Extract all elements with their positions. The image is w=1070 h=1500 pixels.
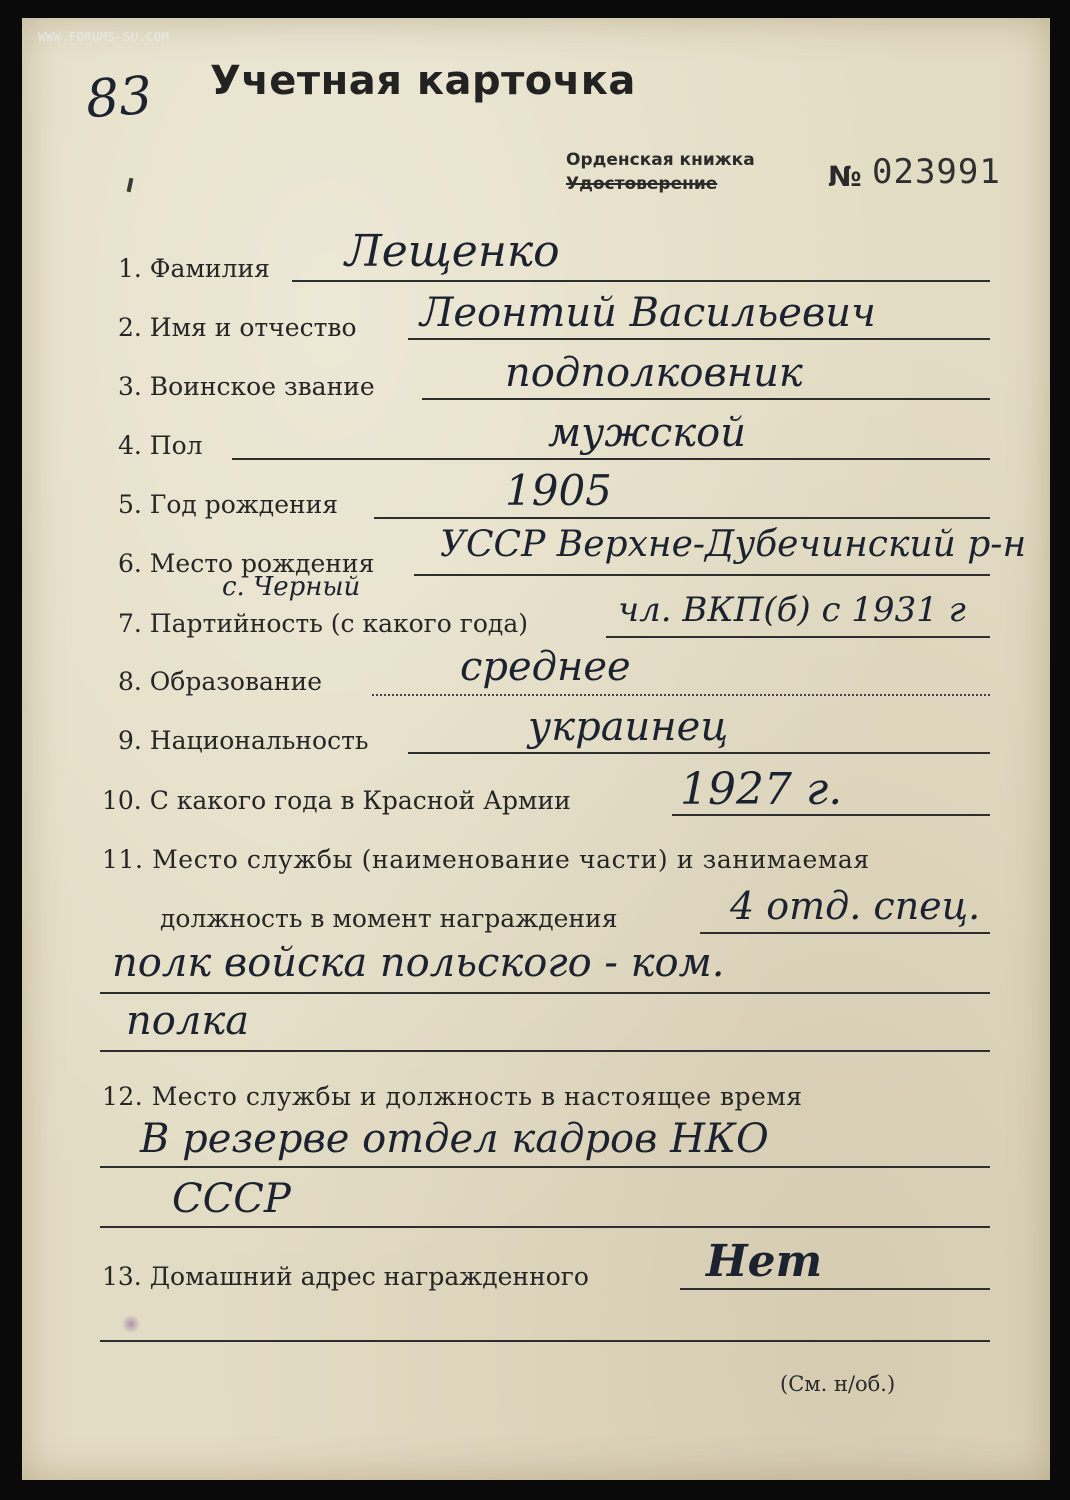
field-service-place-line-2 <box>100 992 990 994</box>
see-reverse-note: (См. н/об.) <box>780 1372 896 1396</box>
field-birthplace-line <box>414 574 990 576</box>
field-current-service-label: 12. Место службы и должность в настоящее время <box>102 1082 803 1111</box>
field-home-address-label: 13. Домашний адрес награжденного <box>102 1262 589 1291</box>
field-service-place-label: 11. Место службы (наименование части) и занимаемая <box>102 845 870 874</box>
field-birthplace-value: УССР Верхне-Дубечинский р-н <box>440 524 1027 565</box>
document-number-label: № <box>828 160 862 193</box>
field-current-service-line-1 <box>100 1166 990 1168</box>
watermark-text: WWW.FORUMS-SU.COM <box>38 30 170 44</box>
field-nationality-label: 9. Национальность <box>118 726 369 755</box>
field-home-address-line-1 <box>680 1288 990 1290</box>
field-birth-year-label: 5. Год рождения <box>118 490 339 519</box>
field-service-place-value-3: полка <box>126 998 250 1044</box>
field-education-line <box>372 694 990 696</box>
field-current-service-value-1: В резерве отдел кадров НКО <box>140 1116 769 1162</box>
field-nationality-value: украинец <box>528 704 729 750</box>
field-surname-label: 1. Фамилия <box>118 254 270 283</box>
field-rank-line <box>422 398 990 400</box>
document-type-line1: Орденская книжка <box>566 150 755 170</box>
field-party-line <box>606 636 990 638</box>
field-sex-line <box>232 458 990 460</box>
field-sex-label: 4. Пол <box>118 431 203 460</box>
field-service-place-label-2: должность в момент награждения <box>160 904 618 933</box>
field-party-label: 7. Партийность (с какого года) <box>118 609 528 638</box>
field-service-place-value-2: полк войска польского - ком. <box>112 940 725 986</box>
field-army-since-label: 10. С какого года в Красной Армии <box>102 786 571 815</box>
document-type-line2: Удостоверение <box>566 174 718 194</box>
field-service-place-line-1 <box>700 932 990 934</box>
field-home-address-value: Нет <box>706 1236 823 1287</box>
document-type <box>566 148 755 196</box>
field-surname-value: Лещенко <box>345 226 560 277</box>
field-service-place-line-3 <box>100 1050 990 1052</box>
card-number: 83 <box>83 65 155 131</box>
field-education-label: 8. Образование <box>118 667 323 696</box>
field-home-address-line-2 <box>100 1340 990 1342</box>
ink-stain <box>120 1316 142 1332</box>
field-army-since-value: 1927 г. <box>680 764 843 815</box>
field-name-line <box>408 338 990 340</box>
field-name-label: 2. Имя и отчество <box>118 313 357 342</box>
field-birthplace-value-2: с. Черный <box>222 572 361 602</box>
field-service-place-value-1: 4 отд. спец. <box>730 884 981 928</box>
field-nationality-line <box>408 752 990 754</box>
field-birth-year-value: 1905 <box>505 466 612 515</box>
field-name-value: Леонтий Васильевич <box>420 290 876 336</box>
field-party-value: чл. ВКП(б) с 1931 г <box>618 590 966 630</box>
page-title: Учетная карточка <box>210 58 636 104</box>
field-surname-line <box>292 280 990 282</box>
field-current-service-line-2 <box>100 1226 990 1228</box>
field-education-value: среднее <box>460 644 631 690</box>
field-birth-year-line <box>374 517 990 519</box>
field-rank-label: 3. Воинское звание <box>118 372 375 401</box>
field-rank-value: подполковник <box>505 350 803 396</box>
document-number-value: 023991 <box>872 152 1001 192</box>
field-current-service-value-2: СССР <box>172 1176 291 1222</box>
field-sex-value: мужской <box>548 410 746 456</box>
field-birthplace-label: 6. Место рождения <box>118 549 375 578</box>
